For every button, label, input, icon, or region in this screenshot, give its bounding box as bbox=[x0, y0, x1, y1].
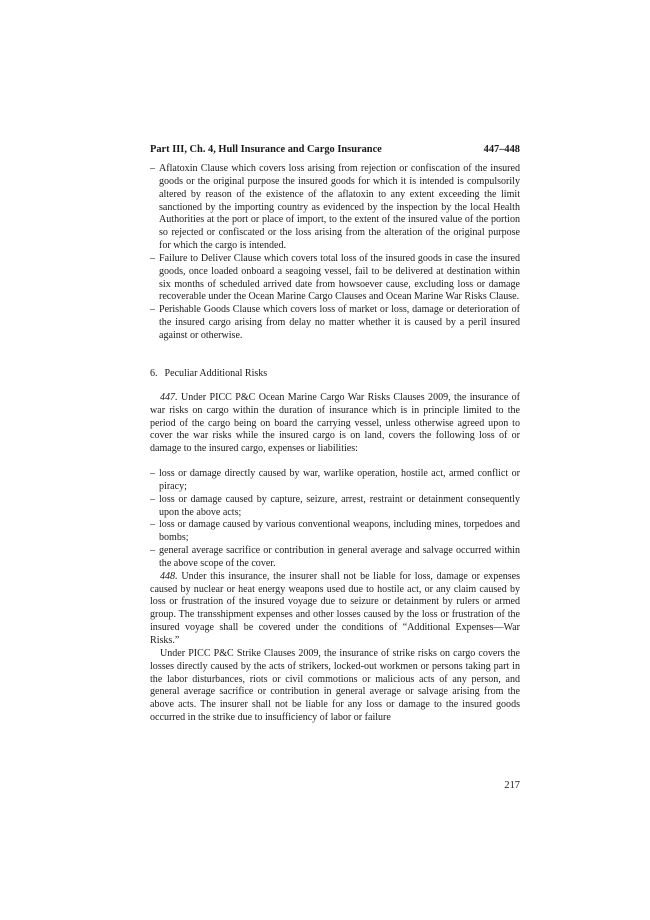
paragraph-text: Under PICC P&C Ocean Marine Cargo War Risks Clauses 2009, the insurance of war risks on cargo within the duration of insurance which is in principle limited to the period of the cargo being on board the carrying vessel, unless otherwise agreed upon to cover the war risks while the insured cargo is on land, covers the following loss of or damage to the insured cargo, expenses or liabilities: bbox=[150, 391, 520, 455]
war-risks-list bbox=[150, 468, 520, 571]
paragraph-448 bbox=[150, 571, 520, 648]
clause-text: Perishable Goods Clause which covers loss of market or loss, damage or deterioration of the insured cargo arising from delay no matter whether it is caused by a peril insured against or otherwise. bbox=[159, 304, 520, 341]
war-risk-text: loss or damage caused by various conventional weapons, including mines, torpedoes and bombs; bbox=[159, 519, 520, 544]
paragraph-447 bbox=[150, 392, 520, 456]
page-number: 217 bbox=[504, 780, 520, 791]
paragraph-number: 447. bbox=[160, 391, 178, 403]
dash-bullet: – bbox=[150, 468, 156, 480]
war-risk-text: loss or damage directly caused by war, warlike operation, hostile act, armed conflict or piracy; bbox=[159, 468, 520, 492]
dash-bullet: – bbox=[150, 252, 156, 264]
running-head-title: Part III, Ch. 4, Hull Insurance and Cargo Insurance bbox=[150, 144, 382, 155]
dash-bullet: – bbox=[150, 493, 156, 505]
list-item bbox=[150, 304, 520, 343]
document-page bbox=[150, 143, 520, 725]
running-head-paragraph-range: 447–448 bbox=[483, 144, 520, 155]
clause-text: Failure to Deliver Clause which covers total loss of the insured goods in case the insured goods, once loaded onboard a seagoing vessel, fail to be delivered at destination within six months of scheduled arrived date from howsoever cause, excluding loss or damage recoverable under the Ocean Marine Cargo Clauses and Ocean Marine War Risks Clause. bbox=[159, 252, 520, 303]
clause-list bbox=[150, 163, 520, 343]
section-title: Peculiar Additional Risks bbox=[164, 367, 268, 379]
paragraph-text: Under this insurance, the insurer shall not be liable for loss, damage or expenses caused by nuclear or heat energy weapons used due to hostile act, or any claim caused by loss or frustration of the insured voyage due to seizure or detainment by rulers or armed group. The transshipment expenses and other losses caused by the loss or frustration of the insured voyage shall be covered under the conditions of “Additional Expenses—War Risks.” bbox=[150, 570, 520, 646]
list-item bbox=[150, 545, 520, 571]
paragraph-number: 448. bbox=[160, 570, 178, 582]
dash-bullet: – bbox=[150, 519, 156, 531]
list-item bbox=[150, 494, 520, 520]
list-item bbox=[150, 163, 520, 253]
strike-paragraph: Under PICC P&C Strike Clauses 2009, the insurance of strike risks on cargo covers the losses directly caused by the acts of strikers, locked-out workmen or persons taking part in the labor disturbances, riots or civil commotions or malicious acts of any person, and general average sacrifice or contribution in general average or salvage arising from the above acts. The insurer shall not be liable for any loss or damage to the insured goods occurred in the strike due to insufficiency of labor or failure bbox=[150, 647, 520, 724]
war-risk-text: general average sacrifice or contribution in general average and salvage occurred within the above scope of the cover. bbox=[159, 545, 520, 569]
list-item bbox=[150, 519, 520, 545]
clause-text: Aflatoxin Clause which covers loss arising from rejection or confiscation of the insured goods or the original purpose the insured goods for which it is intended is compulsorily altered by reason of the existence of the aflatoxin to any extent exceeding the limit sanctioned by the importing country as evidenced by the inspection by the local Health Authorities at the port or place of import, to the extent of the insured value of the portion so rejected or confiscated or the loss arising from the alteration of the original purpose for which the cargo is intended. bbox=[159, 163, 520, 252]
list-item bbox=[150, 468, 520, 494]
dash-bullet: – bbox=[150, 304, 156, 316]
dash-bullet: – bbox=[150, 163, 156, 174]
section-heading bbox=[150, 367, 520, 380]
running-head bbox=[150, 143, 520, 157]
list-item bbox=[150, 253, 520, 304]
section-number: 6. bbox=[150, 367, 158, 379]
war-risk-text: loss or damage caused by capture, seizure, arrest, restraint or detainment consequently upon the above acts; bbox=[159, 493, 520, 518]
dash-bullet: – bbox=[150, 545, 156, 557]
